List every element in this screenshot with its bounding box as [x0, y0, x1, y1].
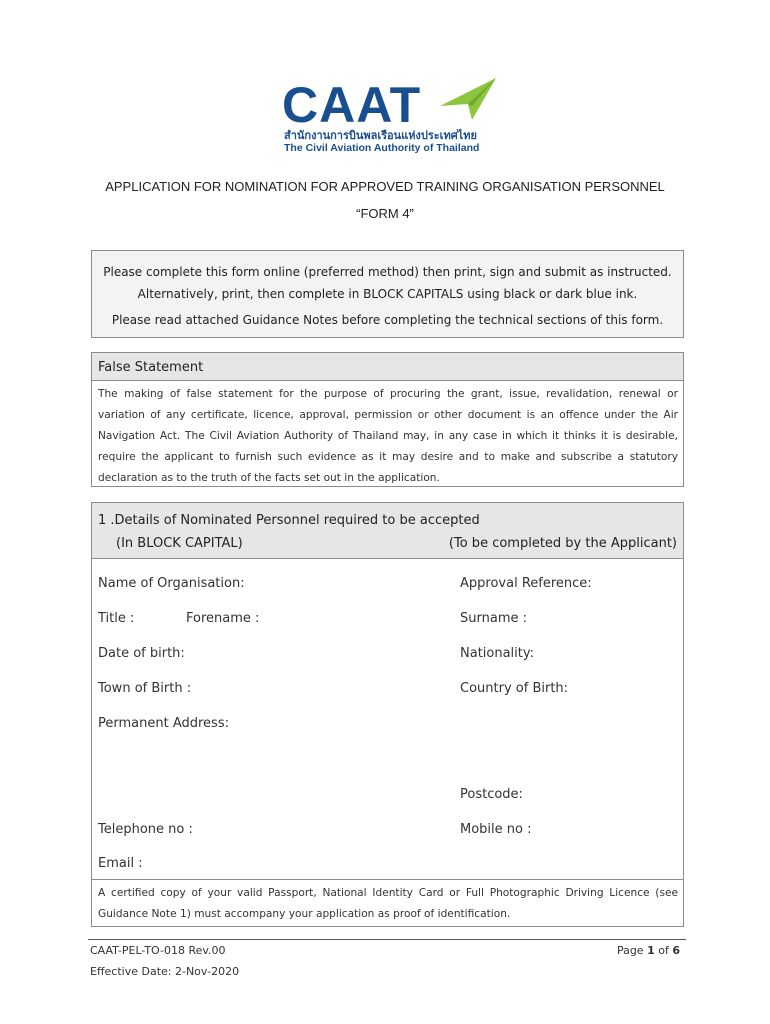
surname-field[interactable]: Surname :: [460, 611, 527, 626]
instruction-line: Please complete this form online (preferred method) then print, sign and submit as instructed.: [103, 265, 672, 279]
nationality-field[interactable]: Nationality:: [460, 646, 535, 661]
identification-note-box: [91, 879, 684, 927]
plane-swoosh-icon: [438, 76, 498, 124]
effective-date: Effective Date: 2-Nov-2020: [90, 965, 240, 978]
form-number: “FORM 4”: [356, 206, 414, 221]
town-of-birth-field[interactable]: Town of Birth :: [98, 681, 192, 696]
false-statement-heading: False Statement: [98, 360, 204, 375]
page-of-label: of: [654, 944, 673, 957]
country-of-birth-field[interactable]: Country of Birth:: [460, 681, 569, 696]
postcode-field[interactable]: Postcode:: [460, 787, 523, 802]
false-statement-header: [92, 353, 683, 381]
telephone-field[interactable]: Telephone no :: [98, 822, 193, 837]
false-statement-text: The making of false statement for the purpose of procuring the grant, issue, revalidation, renewal or variation of any certificate, licence, approval, permission or other document is an offence under the Air Navigation Act. The Civil Aviation Authority of Thailand may, in any case in which it thinks it is desirable, require the applicant to furnish such evidence as it may desire and to make and subscribe a statutory declaration as to the truth of the facts set out in the application.: [98, 388, 678, 484]
logo-wordmark: CAAT: [282, 77, 422, 133]
page-total: 6: [672, 944, 680, 957]
section1-header: [91, 502, 684, 559]
identification-note: A certified copy of your valid Passport, National Identity Card or Full Photographic Driving Licence (see Guidance Note 1) must accompany your application as proof of identification.: [98, 887, 678, 920]
document-code: CAAT-PEL-TO-018 Rev.00: [90, 944, 226, 957]
footer-divider: [88, 939, 686, 940]
false-statement-box: [91, 352, 684, 487]
page-number: [617, 944, 680, 957]
date-of-birth-field[interactable]: Date of birth:: [98, 646, 185, 661]
section1-applicant-note: (To be completed by the Applicant): [448, 536, 677, 551]
title-field[interactable]: Title :: [98, 611, 135, 626]
email-field[interactable]: Email :: [98, 856, 143, 871]
forename-field[interactable]: Forename :: [186, 611, 260, 626]
instruction-line: Please read attached Guidance Notes before completing the technical sections of this form.: [111, 313, 664, 327]
section1-block-capital-note: (In BLOCK CAPITAL): [116, 536, 243, 551]
logo-english-name: The Civil Aviation Authority of Thailand: [284, 142, 480, 154]
mobile-field[interactable]: Mobile no :: [460, 822, 532, 837]
logo-thai-name: สำนักงานการบินพลเรือนแห่งประเทศไทย: [284, 129, 477, 142]
page-current: 1: [647, 944, 655, 957]
section1-title: 1 .Details of Nominated Personnel required to be accepted: [98, 513, 480, 528]
form-title: APPLICATION FOR NOMINATION FOR APPROVED TRAINING ORGANISATION PERSONNEL: [105, 179, 665, 194]
page-label: Page: [616, 944, 648, 957]
instructions-box: [91, 250, 684, 338]
caat-logo: [270, 76, 505, 158]
instruction-line: Alternatively, print, then complete in BLOCK CAPITALS using black or dark blue ink.: [137, 287, 638, 301]
organisation-field[interactable]: Name of Organisation:: [98, 576, 245, 591]
approval-reference-field[interactable]: Approval Reference:: [460, 576, 592, 591]
permanent-address-field[interactable]: Permanent Address:: [98, 716, 229, 731]
